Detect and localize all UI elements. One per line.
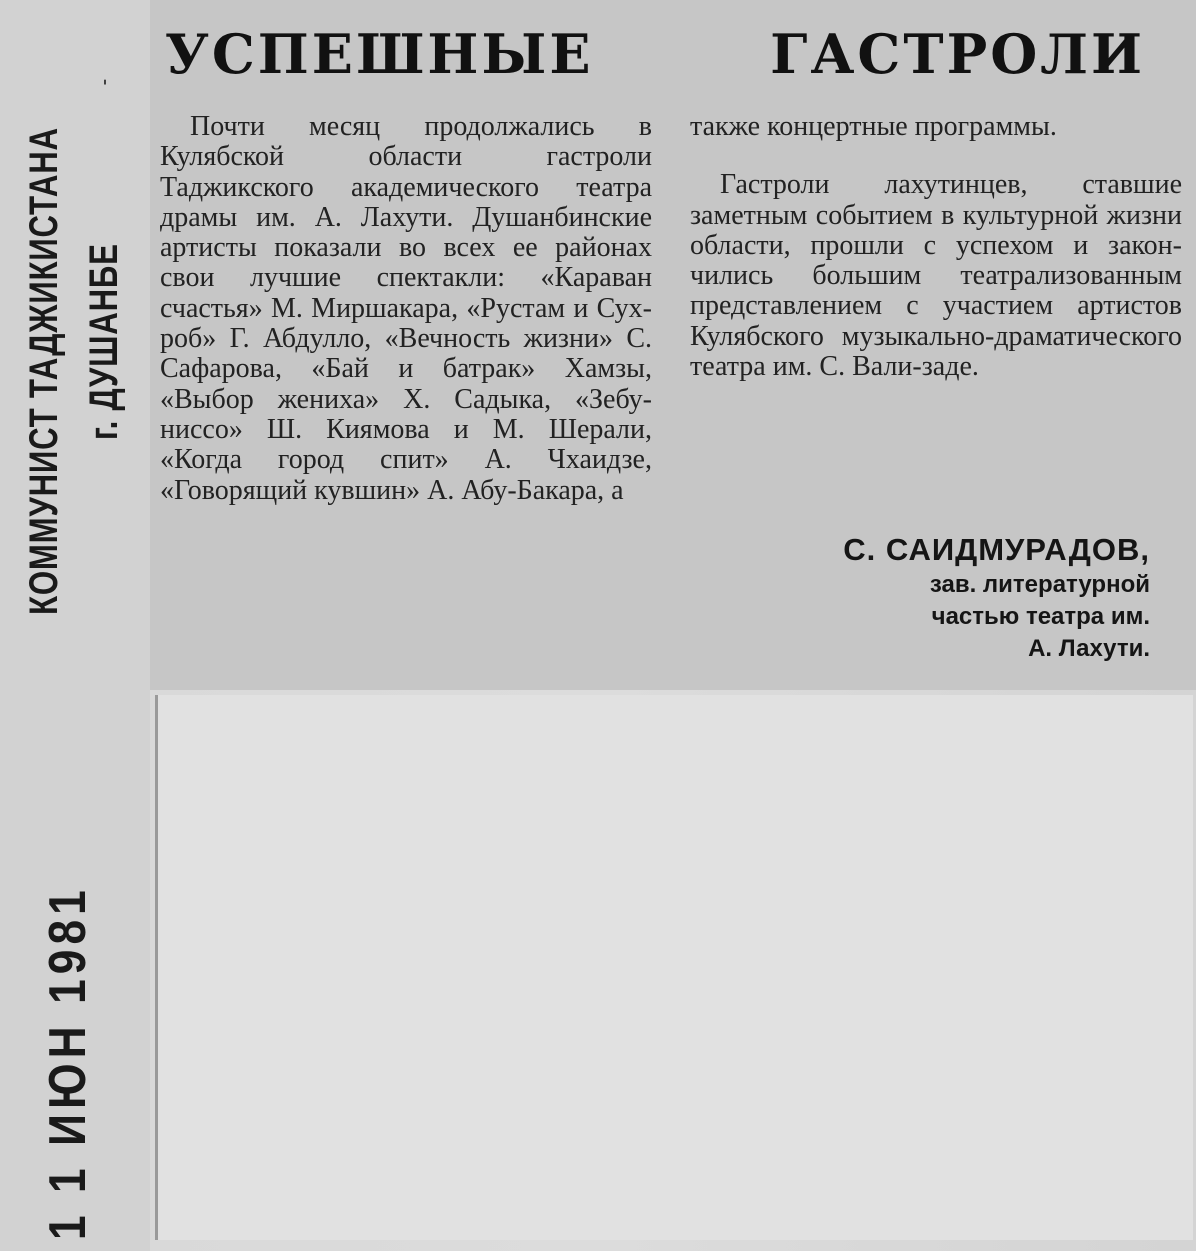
- author-role-line-3: А. Лахути.: [1028, 635, 1150, 662]
- headline-word-1: УСПЕШНЫЕ: [165, 22, 594, 86]
- article-headline: [165, 18, 1145, 90]
- stamp-strip: [0, 0, 150, 1251]
- author-role-line-2: частью театра им.: [931, 603, 1150, 630]
- author-signature: [780, 532, 1150, 664]
- paragraph-1-left: Почти месяц продолжались в Кулябской области гастроли Таджикского академического театра драмы им. А. Лахути. Душанбинские артисты показали во всех ее районах свои лучшие спектакли: «Караван счастья» М. Миршакара, «Рустам и Сухроб» Г. Абдулло, «Вечность жизни» С. Сафарова, «Бай и батрак» Хамзы, «Выбор жениха» Х. Садыка, «Зебуниссо» Ш. Киямова и М. Шерали, «Когда город спит» А. Чхаидзе, «Говорящий кувшин» А. Абу-Бакара, а: [160, 111, 652, 506]
- article-column-right: [690, 112, 1182, 382]
- pen-mark: ˈ: [100, 75, 110, 108]
- city-stamp: г. ДУШАНБЕ: [82, 243, 126, 440]
- article-column-left: [160, 112, 652, 506]
- blank-paper-area: [155, 695, 1193, 1240]
- date-stamp: 1 1 ИЮН 1981: [39, 885, 97, 1240]
- newspaper-stamp: КОММУНИСТ ТАДЖИКИСТАНА: [22, 127, 66, 616]
- headline-word-2: ГАСТРОЛИ: [770, 22, 1145, 86]
- paragraph-1-continued: также концертные программы.: [690, 111, 1057, 142]
- author-role-line-1: зав. литературной: [929, 571, 1150, 598]
- author-name: С. САИДМУРАДОВ,: [843, 532, 1150, 567]
- paragraph-2: Гастроли лахутинцев, ставшие заметным событием в культурной жизни области, прошли с успехом и закончились большим театрализованным представлением с участием артистов Кулябского музыкально-драматического театра им. С. Вали-заде.: [690, 169, 1182, 383]
